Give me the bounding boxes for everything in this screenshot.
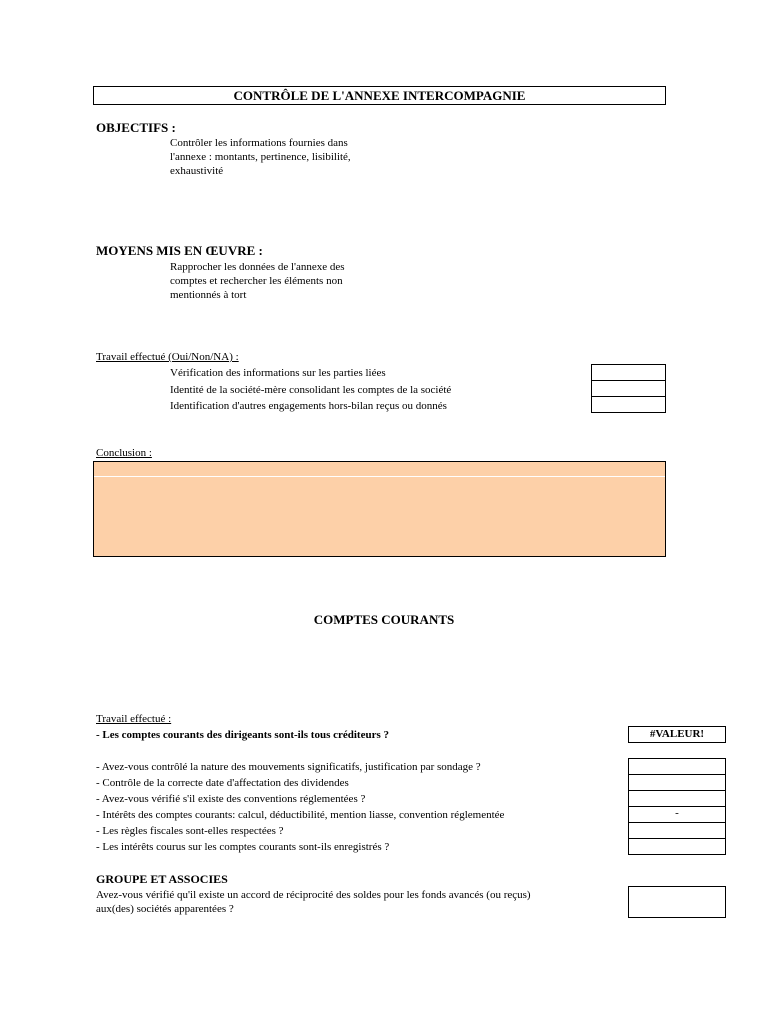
groupe-line: aux(des) sociétés apparentées ? xyxy=(96,903,234,915)
cc-answer-cell[interactable] xyxy=(628,774,726,791)
answer-cell[interactable] xyxy=(591,380,666,397)
objectifs-line: l'annexe : montants, pertinence, lisibilité, xyxy=(170,151,351,163)
objectifs-line: Contrôler les informations fournies dans xyxy=(170,137,348,149)
travail-label: Travail effectué (Oui/Non/NA) : xyxy=(96,351,239,363)
groupe-text xyxy=(96,888,616,916)
answer-cell[interactable] xyxy=(591,396,666,413)
cc-answer-cell[interactable] xyxy=(628,758,726,775)
travail-item: Identité de la société-mère consolidant les comptes de la société xyxy=(170,384,452,396)
cc-question: - Les règles fiscales sont-elles respectées ? xyxy=(96,825,284,837)
objectifs-heading: OBJECTIFS : xyxy=(96,120,176,135)
groupe-line: Avez-vous vérifié qu'il existe un accord de réciprocité des soldes pour les fonds avancés (ou reçus) xyxy=(96,889,531,901)
cc-answer-cell[interactable] xyxy=(628,838,726,855)
cc-question: - Intérêts des comptes courants: calcul, déductibilité, mention liasse, convention réglementée xyxy=(96,809,505,821)
conclusion-divider xyxy=(94,476,665,477)
comptes-courants-title: COMPTES COURANTS xyxy=(313,612,455,627)
objectifs-text xyxy=(170,136,395,178)
cc-travail-label: Travail effectué : xyxy=(96,713,172,725)
groupe-answer-cell[interactable] xyxy=(628,886,726,918)
cc-answer-cell[interactable] xyxy=(628,822,726,839)
moyens-text xyxy=(170,260,395,302)
cc-question: - Avez-vous contrôlé la nature des mouvements significatifs, justification par sondage ? xyxy=(96,761,481,773)
moyens-line: Rapprocher les données de l'annexe des xyxy=(170,261,345,273)
cc-question: - Avez-vous vérifié s'il existe des conventions réglementées ? xyxy=(96,793,366,805)
moyens-heading: MOYENS MIS EN ŒUVRE : xyxy=(96,243,263,258)
conclusion-label: Conclusion : xyxy=(96,447,152,459)
groupe-heading: GROUPE ET ASSOCIES xyxy=(96,872,228,886)
moyens-line: comptes et rechercher les éléments non xyxy=(170,275,343,287)
cc-question: - Contrôle de la correcte date d'affectation des dividendes xyxy=(96,777,349,789)
page-title: CONTRÔLE DE L'ANNEXE INTERCOMPAGNIE xyxy=(93,86,666,105)
cc-main-value[interactable]: #VALEUR! xyxy=(628,726,726,743)
travail-item: Vérification des informations sur les parties liées xyxy=(170,367,386,379)
cc-main-question: - Les comptes courants des dirigeants sont-ils tous créditeurs ? xyxy=(96,729,390,741)
cc-answer-cell[interactable] xyxy=(628,790,726,807)
cc-answer-cell[interactable]: - xyxy=(628,806,726,823)
cc-question: - Les intérêts courus sur les comptes courants sont-ils enregistrés ? xyxy=(96,841,390,853)
objectifs-line: exhaustivité xyxy=(170,165,224,177)
moyens-line: mentionnés à tort xyxy=(170,289,247,301)
answer-cell[interactable] xyxy=(591,364,666,381)
travail-item: Identification d'autres engagements hors-bilan reçus ou donnés xyxy=(170,400,447,412)
